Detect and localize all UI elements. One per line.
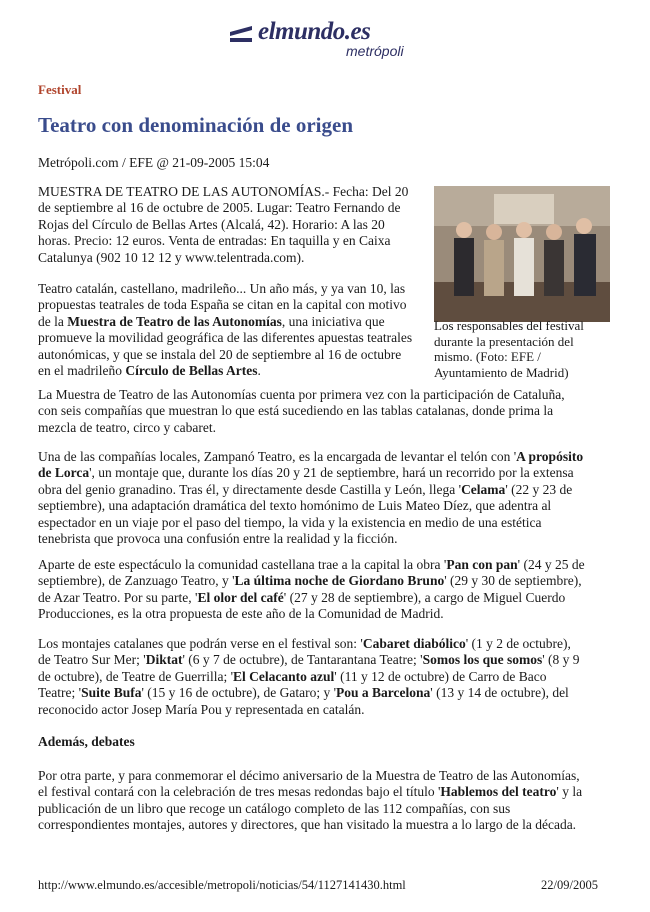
article-paragraph-info (38, 184, 428, 266)
article-paragraph-intro (38, 281, 428, 379)
photo-caption (434, 318, 614, 380)
bold-text: Cabaret diabólico (362, 636, 466, 651)
paragraph-line: promueve la movilidad geográfica de las diferentes apuestas teatrales (38, 330, 413, 346)
elmundo-logo (228, 18, 428, 62)
logo-subtitle: metrópoli (346, 43, 404, 59)
paragraph-line: autonómicas, y que se instala del 20 de septiembre al 16 de octubre (38, 346, 402, 362)
paragraph-line: de Teatro Sur Mer; 'Diktat' (6 y 7 de octubre), de Tantarantana Teatre; 'Somos los que somos' (8 y 9 (38, 652, 580, 668)
logo-name: elmundo.es (258, 18, 371, 45)
paragraph-line: de octubre), de Teatre de Guerrilla; 'El Celacanto azul' (11 y 12 de octubre) de Carro de Baco (38, 668, 547, 684)
article-paragraph-catalanes (38, 636, 612, 718)
bold-text: Pan con pan (446, 557, 518, 572)
paragraph-line: propuestas teatrales de toda España se citan en la capital con motivo (38, 297, 407, 313)
caption-line: Ayuntamiento de Madrid) (434, 364, 569, 380)
page-url[interactable]: http://www.elmundo.es/accesible/metropoli/noticias/54/1127141430.html (38, 878, 406, 892)
festival-photo (434, 186, 610, 322)
paragraph-line: publicación de un libro que recoge un catálogo completo de las 112 compañías, con sus (38, 800, 511, 816)
paragraph-line: La Muestra de Teatro de las Autonomías cuenta por primera vez con la participación de Cataluña, (38, 387, 565, 402)
caption-line: mismo. (Foto: EFE / (434, 349, 541, 364)
caption-line: Los responsables del festival (434, 318, 584, 333)
paragraph-line: correspondientes montajes, autores y directores, que han visitado la muestra a lo largo de la década. (38, 817, 577, 833)
bold-text: Somos los que somos (422, 652, 543, 668)
bold-text: El olor del café (197, 589, 284, 605)
section-label: Festival (38, 82, 82, 97)
paragraph-line: tenebrista que provoca una confusión entre la realidad y la ficción. (38, 531, 398, 547)
paragraph-line: MUESTRA DE TEATRO DE LAS AUTONOMÍAS.- Fecha: Del 20 (38, 184, 409, 199)
caption-line: durante la presentación del (434, 333, 574, 349)
paragraph-line: con seis compañías que muestran lo que está sucediendo en las tablas catalanas, donde prima la (38, 403, 554, 419)
paragraph-line: Los montajes catalanes que podrán verse en el festival son: 'Cabaret diabólico' (1 y 2 de octubre), (38, 636, 571, 651)
bold-text: Suite Bufa (81, 685, 142, 701)
bold-text: Pou a Barcelona (336, 685, 431, 701)
paragraph-line: septiembre), de Zanzuago Teatro, y 'La última noche de Giordano Bruno' (29 y 30 de septiembre), (38, 573, 582, 589)
article-title: Teatro con denominación de origen (38, 113, 354, 137)
section-subheading: Además, debates (38, 734, 135, 749)
article-paragraph-debates (38, 768, 612, 834)
paragraph-line: de septiembre al 16 de octubre de 2005. Lugar: Teatro Fernando de (38, 200, 401, 216)
paragraph-line: reconocido actor Josep María Pou y representada en catalán. (38, 701, 365, 717)
paragraph-line: de Azar Teatro. Por su parte, 'El olor del café' (27 y 28 de septiembre), a cargo de Miguel Cuerdo (38, 589, 566, 605)
paragraph-line: Rojas del Círculo de Bellas Artes (Alcalá, 42). Horario: A las 20 (38, 216, 385, 232)
logo-mark-icon (228, 22, 254, 44)
paragraph-line: mezcla de teatro, circo y cabaret. (38, 419, 217, 435)
article-paragraph-madrid (38, 557, 612, 623)
bold-text: Celama (461, 481, 506, 497)
paragraph-line: horas. Precio: 12 euros. Venta de entradas: En taquilla y en Caixa (38, 233, 391, 249)
bold-text: Muestra de Teatro de las Autonomías (67, 313, 282, 329)
paragraph-line: de la Muestra de Teatro de las Autonomías, una iniciativa que (38, 313, 385, 329)
photo-image (434, 186, 610, 322)
paragraph-line: obra del genio granadino. Tras él, y directamente desde Castilla y León, llega 'Celama' (22 y 23 de (38, 481, 573, 497)
paragraph-line: el festival contará con la celebración de tres mesas redondas bajo el título 'Hablemos del teatro' y la (38, 784, 583, 800)
paragraph-line: Por otra parte, y para conmemorar el décimo aniversario de la Muestra de Teatro de las Autonomías, (38, 768, 580, 783)
bold-text: Hablemos del teatro (440, 784, 557, 800)
paragraph-line: Teatre; 'Suite Bufa' (15 y 16 de octubre), de Gataro; y 'Pou a Barcelona' (13 y 14 de octubre), del (38, 685, 569, 701)
bold-text: A propósito (516, 449, 584, 464)
paragraph-line: Una de las compañías locales, Zampanó Teatro, es la encargada de levantar el telón con 'A propósito (38, 449, 584, 464)
paragraph-line: Catalunya (902 10 12 12 y www.telentrada.com). (38, 249, 305, 265)
bold-text: El Celacanto azul (233, 668, 335, 684)
paragraph-line: espectador en un viaje por el paso del tiempo, la vida y la existencia en medio de una estética (38, 514, 542, 530)
paragraph-line: Teatro catalán, castellano, madrileño... Un año más, y ya van 10, las (38, 281, 406, 296)
bold-text: Círculo de Bellas Artes (125, 363, 258, 379)
byline: Metrópoli.com / EFE @ 21-09-2005 15:04 (38, 155, 270, 170)
article-paragraph-castilla (38, 449, 612, 547)
bold-text: La última noche de Giordano Bruno (234, 573, 445, 589)
bold-text: Diktat (145, 652, 183, 668)
paragraph-line: de Lorca', un montaje que, durante los días 20 y 21 de septiembre, hará un recorrido por la extensa (38, 465, 574, 481)
print-date: 22/09/2005 (541, 878, 598, 892)
paragraph-line: en el madrileño Círculo de Bellas Artes. (38, 363, 261, 379)
bold-text: de Lorca (38, 465, 90, 481)
paragraph-line: Producciones, es la otra propuesta de este año de la Comunidad de Madrid. (38, 606, 444, 622)
article-paragraph-cataluna (38, 387, 612, 436)
paragraph-line: Aparte de este espectáculo la comunidad castellana trae a la capital la obra 'Pan con pan' (24 y 25 de (38, 557, 585, 572)
paragraph-line: septiembre), una adaptación dramática del texto homónimo de Luis Mateo Díez, que adentra al (38, 498, 552, 514)
